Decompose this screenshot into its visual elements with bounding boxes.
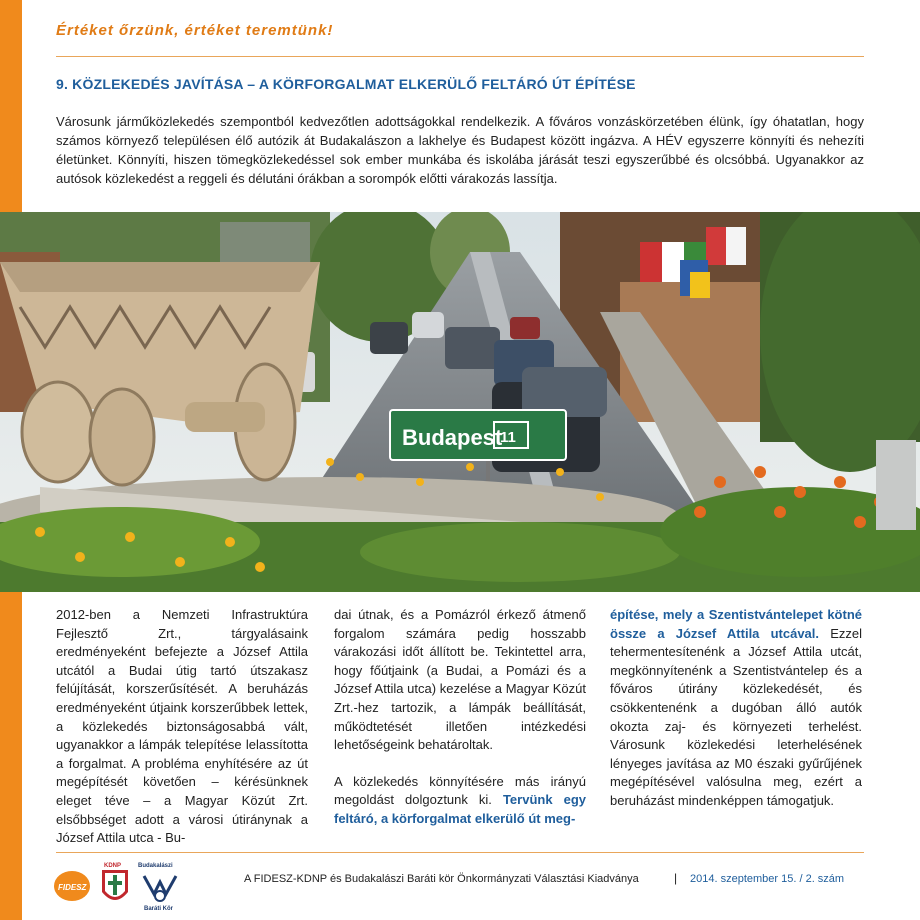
footer-logos — [52, 858, 192, 912]
street-photo — [0, 212, 920, 592]
body-text: A közlekedés könnyítésére más irányú megoldást dolgoztunk ki. — [334, 773, 586, 808]
orange-side-bar-top — [0, 0, 22, 212]
orange-side-bar-bottom — [0, 592, 22, 920]
body-highlight: Tervünk egy feltáró, a körforgalmat elkerülő út meg- — [334, 792, 586, 826]
kdnp-logo-text: KDNP — [104, 863, 122, 869]
body-paragraph — [334, 773, 586, 829]
bbk-logo-text-bottom: Baráti Kör — [144, 906, 174, 912]
fidesz-logo-text: FIDESZ — [58, 883, 87, 892]
section-title: 9. KÖZLEKEDÉS JAVÍTÁSA – A KÖRFORGALMAT ELKERÜLŐ FELTÁRÓ ÚT ÉPÍTÉSE — [56, 76, 636, 92]
body-column-2 — [334, 606, 586, 847]
footer-divider — [56, 852, 864, 853]
footer-publisher: A FIDESZ-KDNP és Budakalászi Baráti kör Önkormányzati Választási Kiadványa — [244, 873, 639, 885]
footer-separator: | — [674, 871, 678, 885]
body-highlight: építése, mely a Szentistvántelepet kötné össze a József Attila utcával. — [610, 607, 862, 641]
street-photo-illustration — [0, 212, 920, 592]
road-sign-text: Budapest — [402, 425, 503, 450]
bbk-logo-text-top: Budakalászi — [138, 863, 173, 869]
body-column-1 — [56, 606, 308, 866]
body-column-3 — [610, 606, 862, 829]
body-text: Ezzel tehermentesítenénk a József Attila utcát, megkönnyítenénk a Szentistvántelep és a főváros útirány közlekedését, és csökkentenénk a dugóban álló autók okozta zaj- és környezeti terhelést. Városunk közlekedési leterhelésének lényeges javítása az M0 északi gyűrűjének megépítésével valósulna meg, ezért a beruházást mindenképpen támogatjuk. — [610, 625, 862, 808]
header-slogan: Értéket őrzünk, értéket teremtünk! — [56, 22, 334, 39]
header-divider — [56, 56, 864, 57]
body-paragraph: 2012-ben a Nemzeti Infrastruktúra Fejlesztő Zrt., tárgyalásaink eredményeként befejezte a József Attila utcától a Budai útig tartó útszakasz felújítását, korszerűsítését. A beruházás eredményeként útjaink korszerűbbek lettek, a közlekedés biztonságosabbá vált, ugyanakkor a lámpák telepítése lelassította a forgalmat. A probléma enyhítésére az út megépítését követően – kérésünknek eleget téve – a Magyar Közút Zrt. elsőbbséget adott a városi útiránynak a József Attila utca - Bu- — [56, 607, 308, 846]
body-paragraph: dai útnak, és a Pomázról érkező átmenő forgalom számára pedig hosszabb várakozási időt állított be. Tekintettel arra, hogy főútjaink (a Budai, a Pomázi és a József Attila utca) kezelése a Magyar Közút Zrt.-hez tartozik, a lámpák beállítását, működtetését illetően intézkedési lehetőségeink behatároltak. — [334, 607, 586, 753]
body-paragraph — [610, 606, 862, 811]
footer-logos-graphic — [52, 858, 192, 914]
intro-paragraph: Városunk járműközlekedés szempontból kedvezőtlen adottságokkal rendelkezik. A főváros vonzáskörzetében élünk, így óhatatlan, hogy számos környező településen élő autózik át Budakalászon a lakhelye és Budapest között ingázva. A HÉV egyszerre könnyíti és nehezíti életünket. Könnyíti, hiszen tömegközlekedéssel sok ember munkába és iskolába járását teszi egyszerűbbé és olcsóbbá. Ugyanakkor az autósok közlekedést a reggeli és délutáni órákban a sorompók előtti várakozás lassítja. — [56, 114, 864, 186]
footer-issue-date: 2014. szeptember 15. / 2. szám — [690, 873, 845, 885]
road-sign-number: 11 — [500, 429, 516, 446]
